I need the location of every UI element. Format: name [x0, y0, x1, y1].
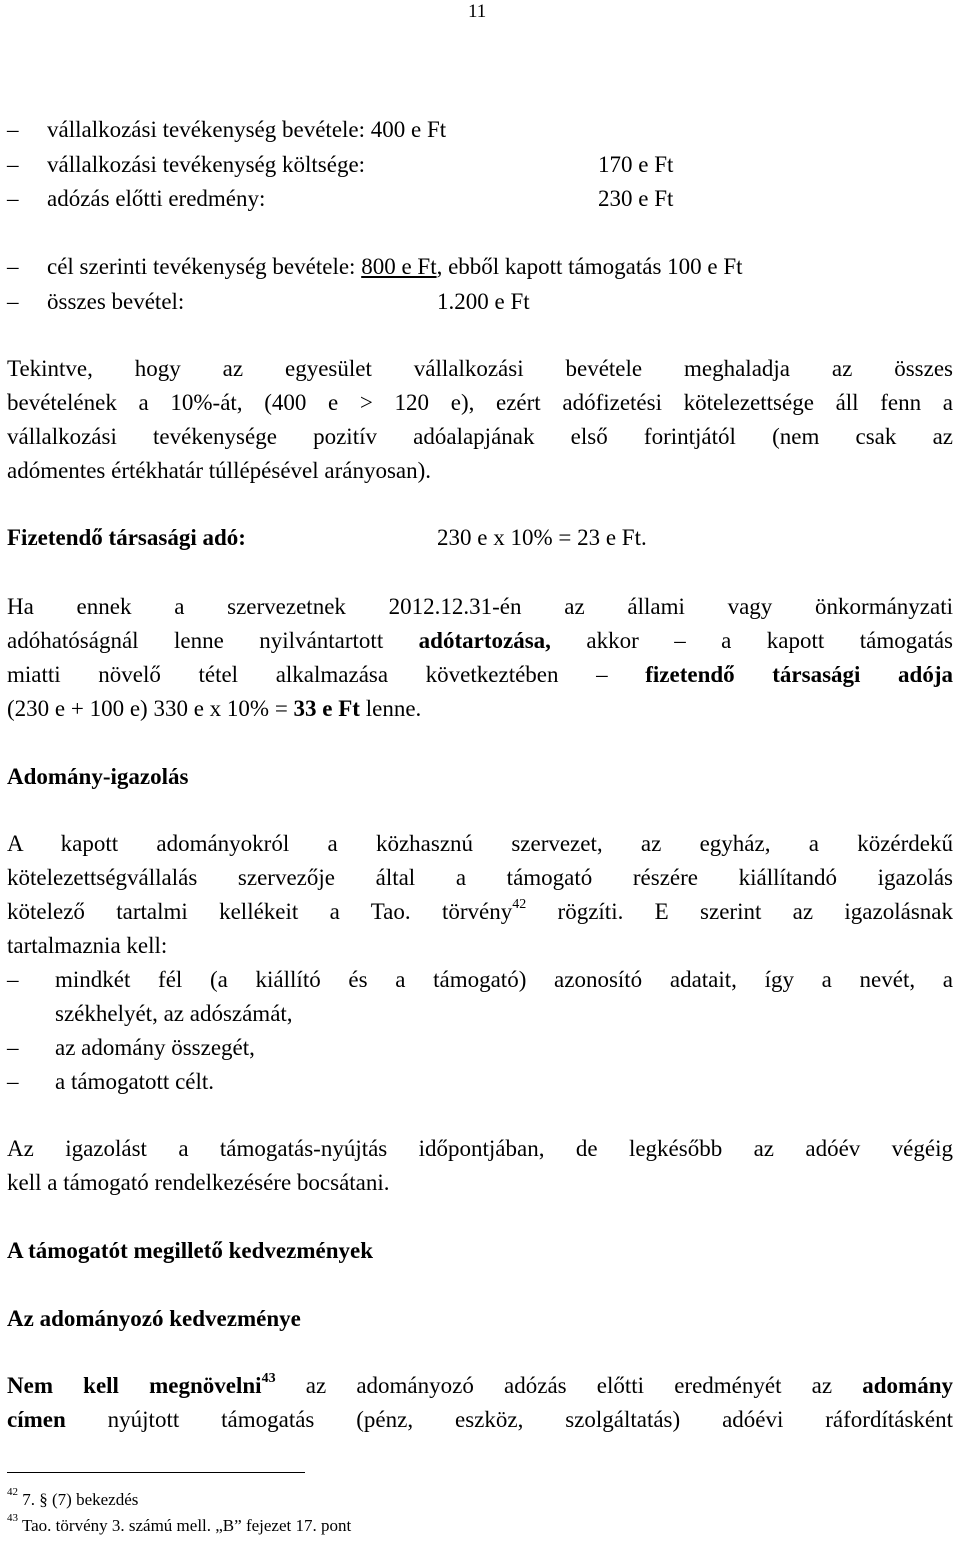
paragraph-line: A kapott adományokról a közhasznú szervezet, az egyház, a közérdekű — [7, 831, 953, 856]
footnote-separator — [7, 1472, 305, 1473]
list-bullet: – — [7, 1035, 19, 1060]
list-bullet: – — [7, 117, 19, 142]
paragraph-line: miatti növelő tétel alkalmazása következtében – fizetendő társasági adója — [7, 662, 953, 687]
list-bullet: – — [7, 152, 19, 177]
paragraph-line: tartalmaznia kell: — [7, 933, 168, 958]
paragraph-line: bevételének a 10%-át, (400 e > 120 e), ezért adófizetési kötelezettsége áll fenn a — [7, 390, 953, 415]
paragraph-line: adóhatóságnál lenne nyilvántartott adótartozása, akkor – a kapott támogatás — [7, 628, 954, 653]
section-heading: A támogatót megillető kedvezmények — [7, 1238, 374, 1263]
list-bullet: – — [7, 289, 19, 314]
list-item: vállalkozási tevékenység bevétele: 400 e Ft — [47, 117, 447, 142]
list-bullet: – — [7, 254, 19, 279]
list-item-value: 230 e Ft — [598, 186, 674, 211]
list-item: mindkét fél (a kiállító és a támogató) azonosító adatait, így a nevét, a — [55, 967, 953, 992]
list-item: adózás előtti eredmény: — [47, 186, 266, 211]
paragraph-line: Ha ennek a szervezetnek 2012.12.31-én az állami vagy önkormányzati — [7, 594, 953, 619]
list-item: összes bevétel: — [47, 289, 185, 314]
paragraph-line: címen nyújtott támogatás (pénz, eszköz, szolgáltatás) adóévi ráfordításként — [7, 1407, 953, 1432]
section-heading: Az adományozó kedvezménye — [7, 1306, 301, 1331]
underlined-value: 800 e Ft — [361, 254, 437, 279]
paragraph-line: (230 e + 100 e) 330 e x 10% = 33 e Ft lenne. — [7, 696, 422, 721]
tax-label: Fizetendő társasági adó: — [7, 525, 246, 550]
paragraph-line: kell a támogató rendelkezésére bocsátani. — [7, 1170, 390, 1195]
list-item-value: 1.200 e Ft — [437, 289, 530, 314]
footnote-ref: 42 — [512, 897, 527, 913]
paragraph-line: kötelezettségvállalás szervezője által a támogató részére kiállítandó igazolás — [7, 865, 953, 890]
list-item-value: 170 e Ft — [598, 152, 674, 177]
footnote: $^{43}$ Tao. törvény 3. számú mell. „B” fejezet 17. pont — [7, 1512, 352, 1535]
paragraph-line: adómentes értékhatár túllépésével arányosan). — [7, 458, 432, 483]
paragraph-line: kötelező tartalmi kellékeit a Tao. törvény$^{42}$ rögzíti. E szerint az igazolásnak — [7, 897, 953, 924]
section-heading: Adomány-igazolás — [7, 764, 189, 789]
list-bullet: – — [7, 967, 19, 992]
list-item: az adomány összegét, — [55, 1035, 255, 1060]
list-item: cél szerinti tevékenység bevétele: 800 e Ft, ebből kapott támogatás 100 e Ft — [47, 254, 743, 279]
list-item: vállalkozási tevékenység költsége: — [47, 152, 366, 177]
tax-calculation: 230 e x 10% = 23 e Ft. — [437, 525, 647, 550]
list-bullet: – — [7, 186, 19, 211]
page-number: 11 — [468, 1, 487, 22]
paragraph-line: Az igazolást a támogatás-nyújtás időpontjában, de legkésőbb az adóév végéig — [7, 1136, 953, 1161]
paragraph-line: Tekintve, hogy az egyesület vállalkozási bevétele meghaladja az összes — [7, 356, 953, 381]
paragraph-line: vállalkozási tevékenysége pozitív adóalapjának első forintjától (nem csak az — [7, 424, 953, 449]
list-item: a támogatott célt. — [55, 1069, 215, 1094]
list-item-continuation: székhelyét, az adószámát, — [55, 1001, 293, 1026]
footnote: $^{42}$ 7. § (7) bekezdés — [7, 1486, 139, 1509]
footnote-ref: 43 — [261, 1371, 276, 1387]
paragraph-line: Nem kell megnövelni$^{43}$ az adományozó adózás előtti eredményét az adomány — [7, 1371, 954, 1398]
list-bullet: – — [7, 1069, 19, 1094]
